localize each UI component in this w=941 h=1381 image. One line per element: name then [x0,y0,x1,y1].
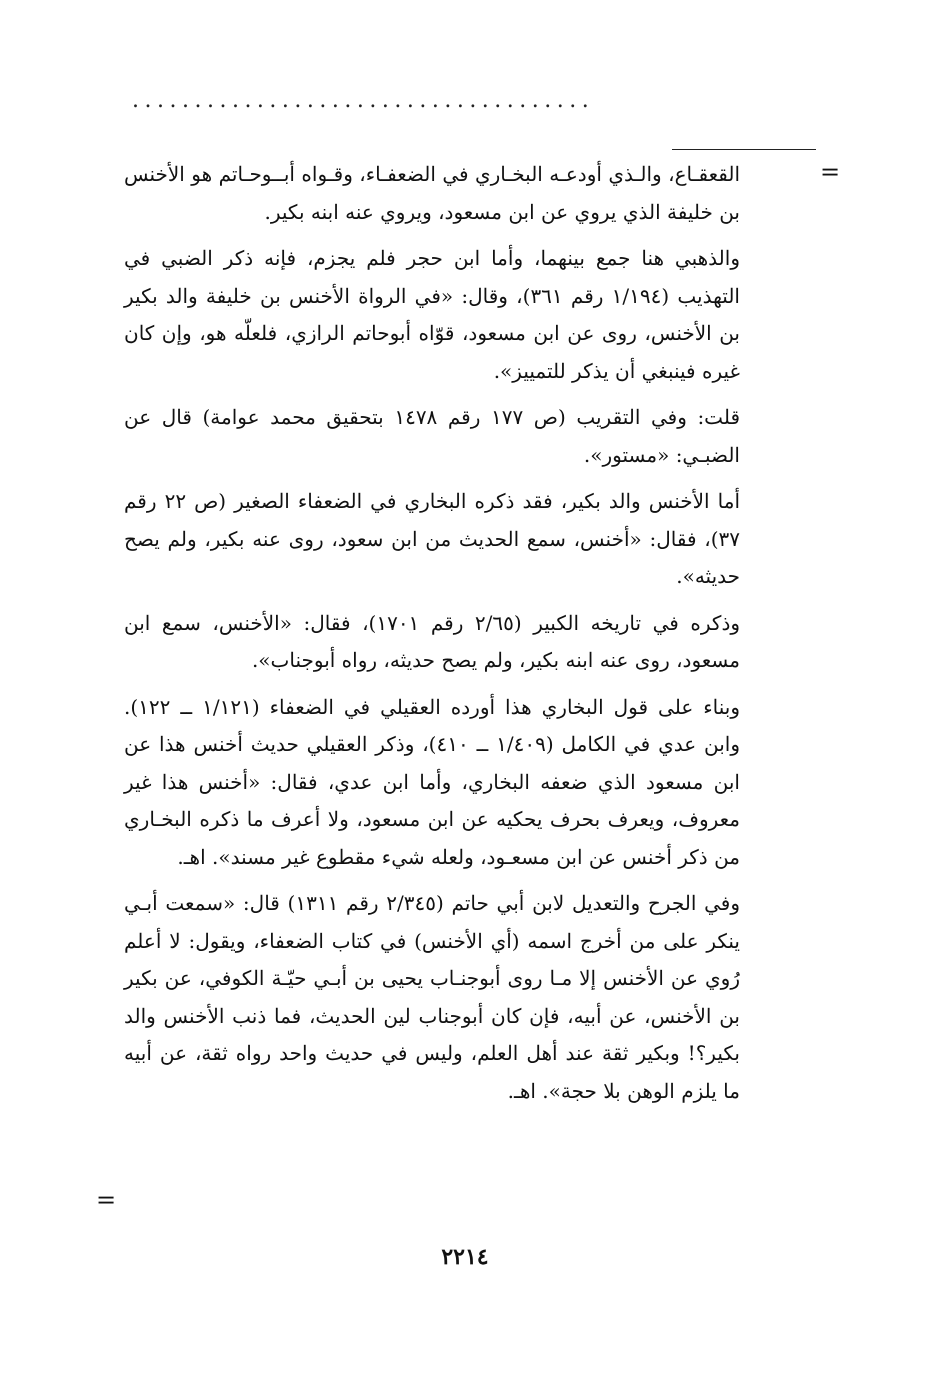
page-number: ٢٢١٤ [441,1244,489,1270]
footnote-text-block [124,156,740,1119]
paragraph-5: وذكره في تاريخه الكبير (٢/٦٥ رقم ١٧٠١)، فقال: «الأخنس، سمع ابن مسعود، روى عنه ابنه بكير، ولم يصح حديثه، رواه أبوجناب». [124,610,741,672]
paragraph-1: القعقـاع، والـذي أودعـه البخـاري في الضعفـاء، وقـواه أبــوحـاتم هو الأخنس بن خليفة الذي يروي عن ابن مسعود، ويروي عنه ابنه بكير. [124,162,740,224]
dotted-separator: ..................................... [132,88,595,113]
continuation-mark-bottom: = [96,1186,117,1214]
paragraph-3: قلت: وفي التقريب (ص ١٧٧ رقم ١٤٧٨ بتحقيق محمد عوامة) قال عن الضبـي: «مستور». [124,405,741,467]
paragraph-7: وفي الجرح والتعديل لابن أبي حاتم (٢/٣٤٥ رقم ١٣١١) قال: «سمعت أبـي ينكر على من أخرج اسمه (أي الأخنس) في كتاب الضعفاء، ويقول: لا أعلم رُوي عن الأخنس إلا مـا روى أبوجنـاب يحيى بن أبـي حيّـة الكوفي، عن بكير بن الأخنس، عن أبيه، فإن كان أبوجناب لين الحديث، فما ذنب الأخنس والد بكير؟! وبكير ثقة عند أهل العلم، وليس في حديث واحد رواه ثقة، عن أبيه ما يلزم الوهن بلا حجة». اهـ. [124,891,740,1103]
paragraph-2: والذهبي هنا جمع بينهما، وأما ابن حجر فلم يجزم، فإنه ذكر الضبي في التهذيب (١/١٩٤ رقم ٣٦١)، وقال: «في الرواة الأخنس بن خليفة والد بكير بن الأخنس، روى عن ابن مسعود، قوّاه أبوحاتم الرازي، فلعلّه هو، وإن كان غيره فينبغي أن يذكر للتمييز». [124,246,740,383]
footnote-rule [672,149,816,150]
paragraph-4: أما الأخنس والد بكير، فقد ذكره البخاري في الضعفاء الصغير (ص ٢٢ رقم ٣٧)، فقال: «أخنس، سمع الحديث من ابن سعود، روى عنه بكير، ولم يصح حديثه». [124,489,740,588]
paragraph-6: وبناء على قول البخاري هذا أورده العقيلي في الضعفاء (١/١٢١ ــ ١٢٢). وابن عدي في الكامل (١/٤٠٩ ــ ٤١٠)، وذكر العقيلي حديث أخنس هذا عن ابن مسعود الذي ضعفه البخاري، وأما ابن عدي، فقال: «أخنس هذا غير معروف، ويعرف بحرف يحكيه عن ابن مسعود، ولا أعرف ما ذكره البخـاري من ذكر أخنس عن ابن مسعـود، ولعله شيء مقطوع غير مسند». اهـ. [124,694,741,869]
continuation-mark-top: = [820,158,841,186]
